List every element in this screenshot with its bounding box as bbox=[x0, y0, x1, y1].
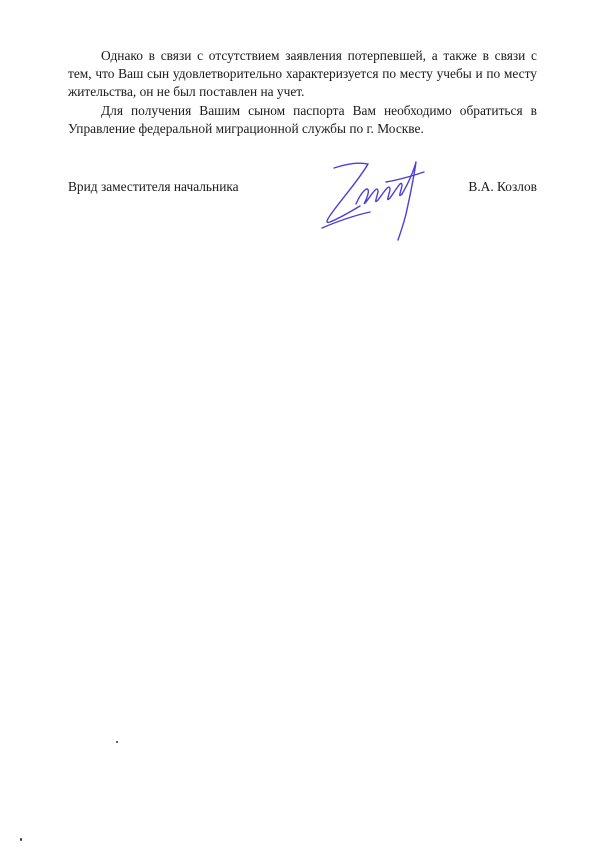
signature-block bbox=[68, 174, 537, 274]
paragraph-2: Для получения Вашим сыном паспорта Вам необходимо обратиться в Управление федеральной миграционной службы по г. Москве. bbox=[68, 102, 537, 136]
signer-name: В.А. Козлов bbox=[468, 179, 537, 194]
scan-speck bbox=[116, 741, 118, 743]
scan-speck bbox=[20, 838, 22, 841]
position-title: Врид заместителя начальника bbox=[68, 179, 239, 194]
handwritten-signature bbox=[316, 154, 436, 254]
letter-body bbox=[68, 47, 537, 138]
paragraph-1: Однако в связи с отсутствием заявления потерпевшей, а также в связи с тем, что Ваш сын удовлетворительно характеризуется по месту учебы и по месту жительства, он не был поставлен на учет. bbox=[68, 48, 537, 100]
